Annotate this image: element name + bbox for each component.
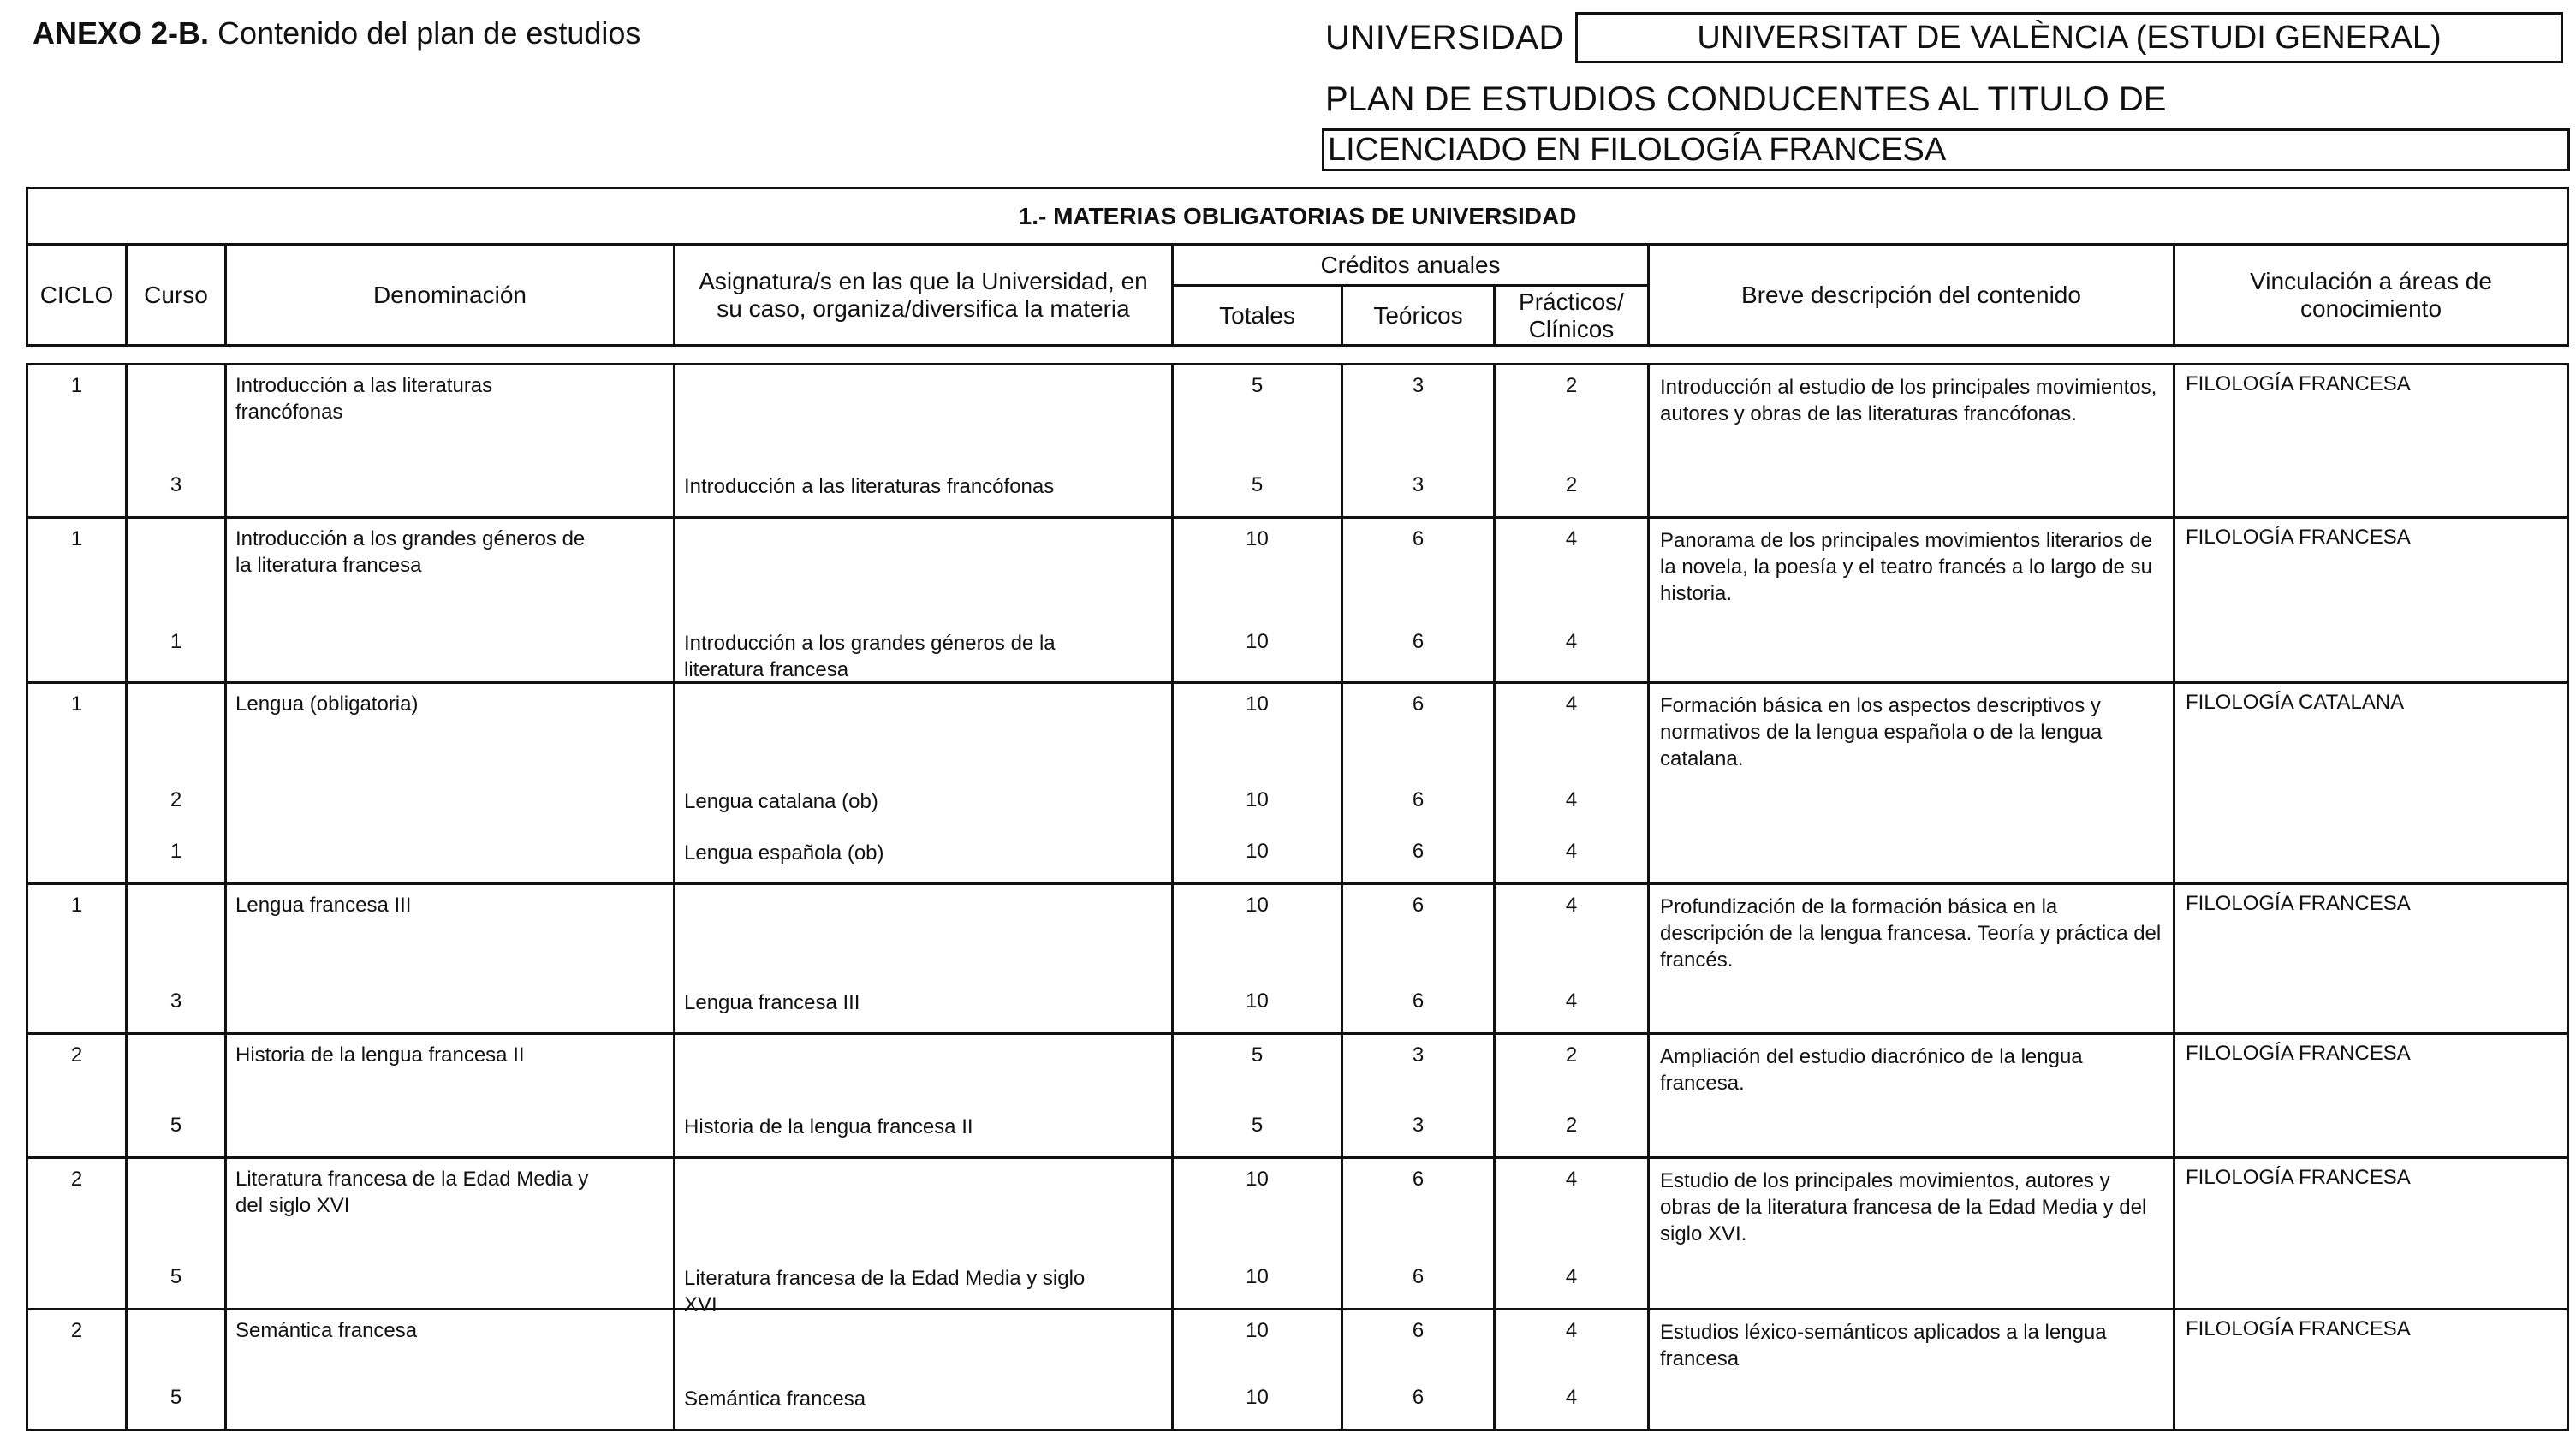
area-text: FILOLOGÍA FRANCESA [2186,1166,2411,1189]
descripcion-text: Estudio de los principales movimientos, autores y obras de la literatura francesa de la Edad Media y del siglo XVI. [1660,1169,2147,1245]
descripcion-cell [1649,365,2174,518]
header-totales: Totales [1173,286,1342,346]
curso-cell [127,1034,226,1158]
teoricos-sub-value: 6 [1412,989,1425,1013]
curso-value: 3 [170,473,182,496]
materia-row [27,683,2568,884]
header-asignatura: Asignatura/s en las que la Universidad, en su caso, organiza/diversifica la materia [675,245,1173,346]
degree-title: LICENCIADO EN FILOLOGÍA FRANCESA [1322,128,2570,171]
asignatura-cell [675,884,1173,1034]
annex-heading [33,15,640,51]
area-cell [2174,683,2568,884]
descripcion-cell [1649,1310,2174,1430]
totales-value: 5 [1251,1043,1264,1067]
teoricos-cell [1342,1034,1495,1158]
totales-sub-value: 5 [1251,473,1264,496]
plan-line: PLAN DE ESTUDIOS CONDUCENTES AL TITULO DE [1325,80,2167,118]
totales-cell [1173,884,1342,1034]
denominacion-cell [226,365,675,518]
header-practicos: Prácticos/ Clínicos [1495,286,1649,346]
annex-label: ANEXO 2-B. [33,15,210,51]
totales-sub-value: 10 [1246,1386,1269,1409]
denominacion-text: Literatura francesa de la Edad Media y del siglo XVI [235,1168,589,1217]
area-text: FILOLOGÍA FRANCESA [2186,1317,2411,1340]
asignatura-cell [675,518,1173,683]
area-cell [2174,1034,2568,1158]
ciclo-value: 2 [70,1319,83,1342]
ciclo-cell [27,1310,127,1430]
denominacion-text: Introducción a los grandes géneros de la literatura francesa [235,527,586,577]
totales-sub-value: 10 [1246,630,1269,653]
curso-cell [127,365,226,518]
curso-value: 5 [170,1265,182,1288]
practicos-sub-value: 4 [1565,1386,1578,1409]
totales-value: 10 [1246,894,1269,917]
totales-value: 10 [1246,527,1269,550]
teoricos-sub-value: 6 [1412,1265,1425,1288]
materia-row [27,1310,2568,1430]
totales-cell [1173,518,1342,683]
ciclo-cell [27,1034,127,1158]
curso-value: 2 [170,788,182,811]
totales-cell [1173,1158,1342,1310]
descripcion-cell [1649,884,2174,1034]
descripcion-text: Formación básica en los aspectos descriptivos y normativos de la lengua española o de la lengua catalana. [1660,694,2103,770]
area-text: FILOLOGÍA FRANCESA [2186,372,2411,395]
practicos-cell [1495,1034,1649,1158]
curso-value: 5 [170,1386,182,1409]
denominacion-text: Historia de la lengua francesa II [235,1043,525,1067]
denominacion-cell [226,683,675,884]
teoricos-cell [1342,1158,1495,1310]
teoricos-sub-value: 6 [1412,630,1425,653]
annex-text: Contenido del plan de estudios [217,15,641,51]
teoricos-cell [1342,884,1495,1034]
practicos-sub-value: 4 [1565,840,1578,863]
practicos-sub-value: 4 [1565,630,1578,653]
practicos-cell [1495,1158,1649,1310]
curso-cell [127,1158,226,1310]
totales-cell [1173,365,1342,518]
materia-row [27,884,2568,1034]
practicos-cell [1495,518,1649,683]
denominacion-text: Lengua (obligatoria) [235,692,419,716]
practicos-sub-value: 4 [1565,989,1578,1013]
descripcion-text: Ampliación del estudio diacrónico de la lengua francesa. [1660,1045,2083,1095]
ciclo-value: 1 [70,527,83,550]
header-curso: Curso [127,245,226,346]
ciclo-cell [27,884,127,1034]
materia-row [27,365,2568,518]
curso-cell [127,518,226,683]
teoricos-sub-value: 6 [1412,1386,1425,1409]
practicos-cell [1495,365,1649,518]
practicos-value: 4 [1565,527,1578,550]
practicos-cell [1495,1310,1649,1430]
asignatura-text: Lengua catalana (ob) [684,790,878,813]
asignatura-text: Historia de la lengua francesa II [684,1115,973,1138]
curso-value: 1 [170,630,182,653]
curso-cell [127,683,226,884]
descripcion-cell [1649,518,2174,683]
area-cell [2174,365,2568,518]
header-denominacion: Denominación [226,245,675,346]
area-cell [2174,518,2568,683]
ciclo-value: 2 [70,1043,83,1067]
ciclo-cell [27,1158,127,1310]
materia-row [27,1158,2568,1310]
teoricos-sub-value: 3 [1412,1114,1425,1137]
practicos-value: 2 [1565,1043,1578,1067]
denominacion-cell [226,1310,675,1430]
teoricos-value: 6 [1412,1319,1425,1342]
totales-sub-value: 5 [1251,1114,1264,1137]
curso-value: 1 [170,840,182,863]
practicos-sub-value: 4 [1565,1265,1578,1288]
totales-cell [1173,1310,1342,1430]
teoricos-value: 6 [1412,692,1425,716]
practicos-value: 4 [1565,1168,1578,1191]
asignatura-cell [675,683,1173,884]
totales-sub-value: 10 [1246,1265,1269,1288]
totales-sub-value: 10 [1246,788,1269,811]
university-name: UNIVERSITAT DE VALÈNCIA (ESTUDI GENERAL) [1575,12,2563,63]
descripcion-cell [1649,683,2174,884]
totales-value: 10 [1246,1319,1269,1342]
descripcion-cell [1649,1158,2174,1310]
curso-cell [127,1310,226,1430]
practicos-value: 4 [1565,1319,1578,1342]
asignatura-text: Lengua española (ob) [684,841,884,865]
header-table [26,187,2569,347]
teoricos-cell [1342,518,1495,683]
totales-sub-value: 10 [1246,840,1269,863]
ciclo-cell [27,683,127,884]
teoricos-value: 6 [1412,1168,1425,1191]
header-ciclo: CICLO [27,245,127,346]
practicos-value: 2 [1565,374,1578,397]
practicos-sub-value: 2 [1565,1114,1578,1137]
teoricos-sub-value: 3 [1412,473,1425,496]
ciclo-cell [27,518,127,683]
asignatura-text: Lengua francesa III [684,991,860,1014]
area-cell [2174,1158,2568,1310]
curso-value: 3 [170,989,182,1013]
ciclo-value: 2 [70,1168,83,1191]
teoricos-sub-value: 6 [1412,840,1425,863]
totales-value: 10 [1246,1168,1269,1191]
denominacion-text: Lengua francesa III [235,894,412,917]
area-text: FILOLOGÍA FRANCESA [2186,892,2411,915]
teoricos-value: 3 [1412,374,1425,397]
denominacion-text: Introducción a las literaturas francófonas [235,374,493,424]
university-label: UNIVERSIDAD [1325,19,1564,56]
asignatura-text: Literatura francesa de la Edad Media y siglo XVI [684,1267,1086,1316]
materias-table [26,363,2569,1431]
area-cell [2174,884,2568,1034]
descripcion-text: Panorama de los principales movimientos literarios de la novela, la poesía y el teatro francés a lo largo de su historia. [1660,529,2153,605]
denominacion-cell [226,884,675,1034]
practicos-sub-value: 2 [1565,473,1578,496]
practicos-cell [1495,683,1649,884]
asignatura-cell [675,1158,1173,1316]
denominacion-cell [226,1158,675,1310]
materia-row [27,518,2568,683]
denominacion-text: Semántica francesa [235,1319,418,1342]
ciclo-cell [27,365,127,518]
teoricos-value: 6 [1412,527,1425,550]
asignatura-text: Introducción a los grandes géneros de la literatura francesa [684,632,1056,681]
denominacion-cell [226,518,675,683]
teoricos-value: 6 [1412,894,1425,917]
teoricos-sub-value: 6 [1412,788,1425,811]
ciclo-value: 1 [70,692,83,716]
asignatura-cell [675,1310,1173,1430]
denominacion-cell [226,1034,675,1158]
descripcion-text: Introducción al estudio de los principales movimientos, autores y obras de las literaturas francófonas. [1660,376,2157,425]
practicos-value: 4 [1565,692,1578,716]
area-text: FILOLOGÍA CATALANA [2186,691,2405,714]
header-descripcion: Breve descripción del contenido [1649,245,2174,346]
asignatura-text: Introducción a las literaturas francófonas [684,475,1055,498]
teoricos-cell [1342,683,1495,884]
header-creditos: Créditos anuales [1173,245,1649,286]
ciclo-value: 1 [70,374,83,397]
area-text: FILOLOGÍA FRANCESA [2186,1042,2411,1065]
header-vinculacion: Vinculación a áreas de conocimiento [2174,245,2568,346]
descripcion-text: Estudios léxico-semánticos aplicados a la lengua francesa [1660,1321,2107,1370]
teoricos-cell [1342,365,1495,518]
practicos-sub-value: 4 [1565,788,1578,811]
materia-row [27,1034,2568,1158]
descripcion-text: Profundización de la formación básica en la descripción de la lengua francesa. Teoría y práctica del francés. [1660,895,2162,972]
area-cell [2174,1310,2568,1430]
area-text: FILOLOGÍA FRANCESA [2186,526,2411,549]
totales-sub-value: 10 [1246,989,1269,1013]
totales-value: 10 [1246,692,1269,716]
totales-value: 5 [1251,374,1264,397]
totales-cell [1173,1034,1342,1158]
asignatura-text: Semántica francesa [684,1388,866,1411]
header-teoricos: Teóricos [1342,286,1495,346]
teoricos-cell [1342,1310,1495,1430]
section-title: 1.- MATERIAS OBLIGATORIAS DE UNIVERSIDAD [27,188,2568,245]
ciclo-value: 1 [70,894,83,917]
curso-value: 5 [170,1114,182,1137]
practicos-cell [1495,884,1649,1034]
teoricos-value: 3 [1412,1043,1425,1067]
totales-cell [1173,683,1342,884]
asignatura-cell [675,1034,1173,1158]
asignatura-cell [675,365,1173,518]
practicos-value: 4 [1565,894,1578,917]
descripcion-cell [1649,1034,2174,1158]
curso-cell [127,884,226,1034]
